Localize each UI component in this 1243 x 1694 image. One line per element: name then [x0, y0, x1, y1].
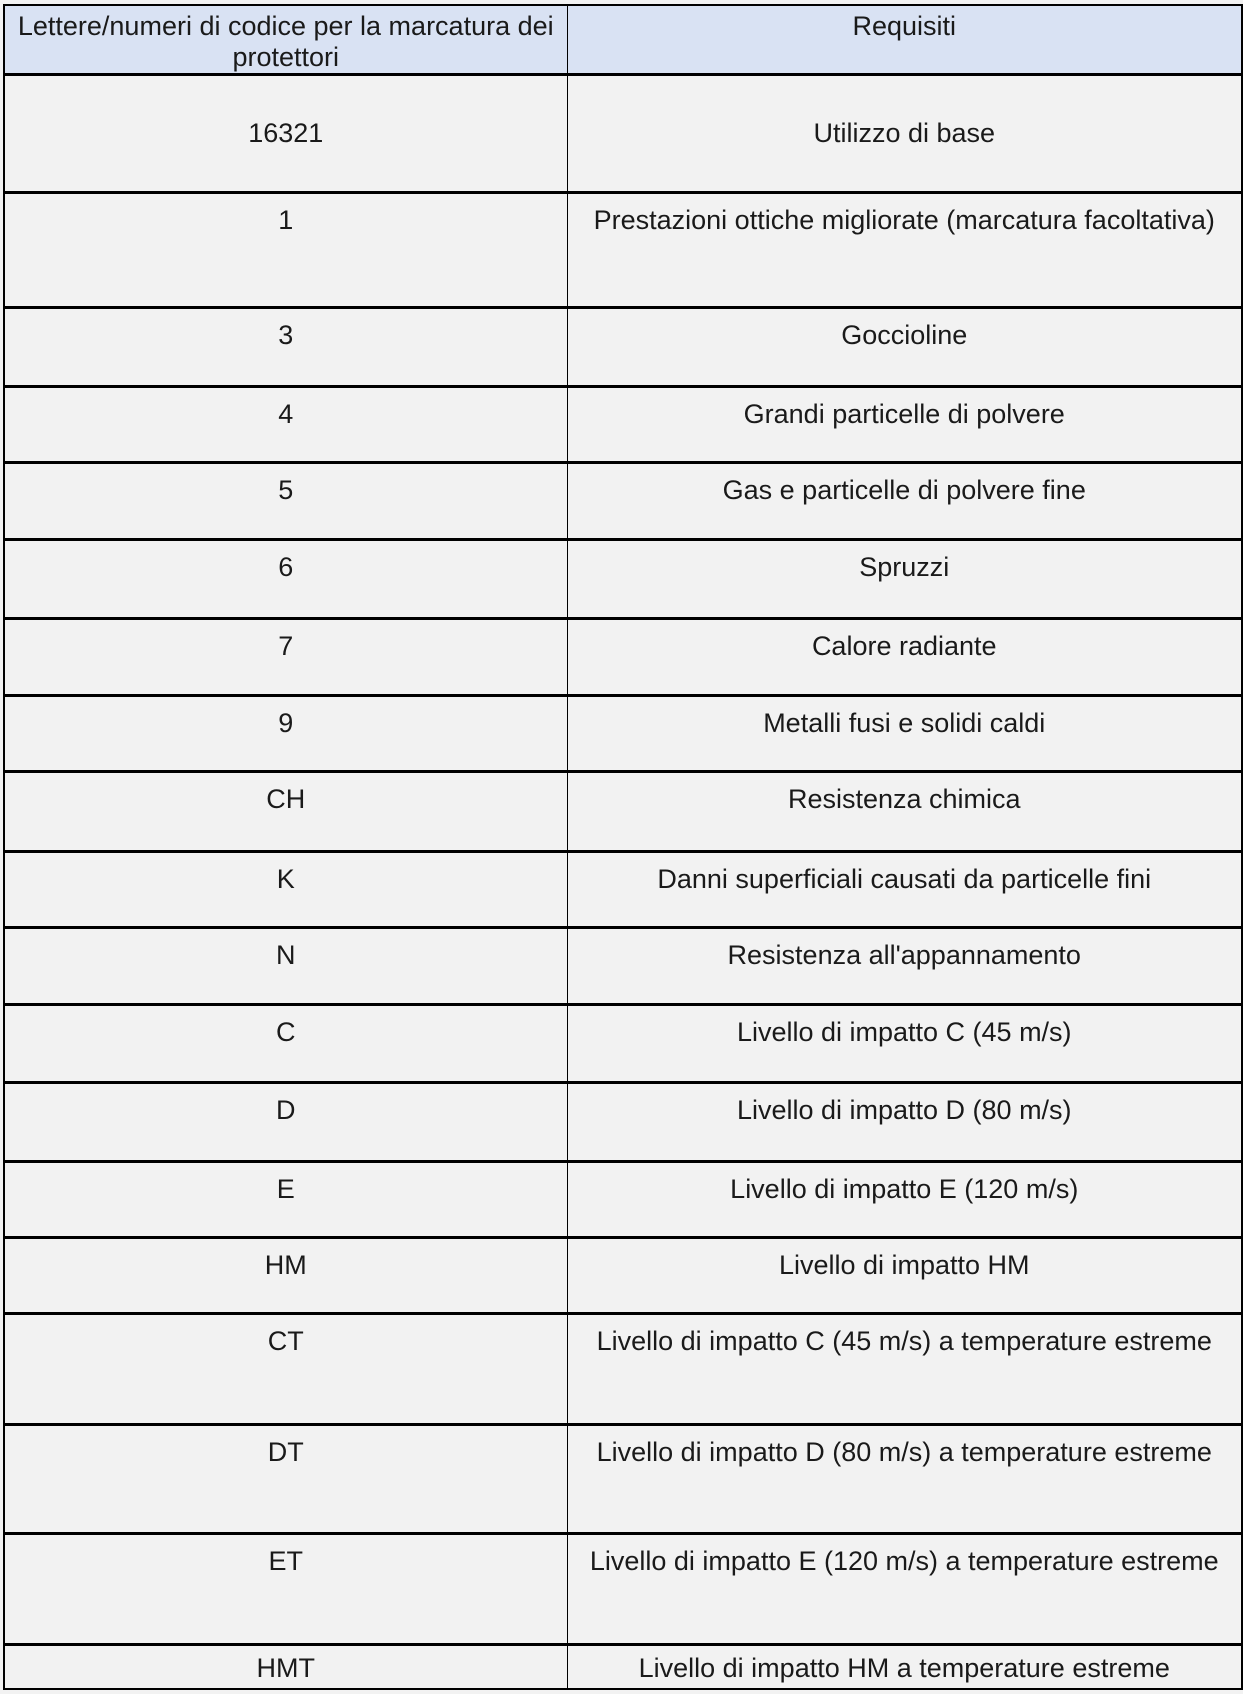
requirement-cell: Livello di impatto HM: [567, 1238, 1242, 1314]
table-row: [4, 852, 1242, 928]
code-cell: 1: [278, 205, 294, 235]
requirement-cell: Metalli fusi e solidi caldi: [567, 696, 1242, 772]
requirement-cell: Livello di impatto C (45 m/s) a temperature estreme: [567, 1314, 1242, 1425]
requirement-cell: Livello di impatto HM a temperature estreme: [567, 1645, 1242, 1689]
requirement-cell: Resistenza chimica: [567, 772, 1242, 852]
table-row: [4, 1645, 1242, 1689]
table-row: [4, 75, 1242, 193]
table-row: [4, 1314, 1242, 1425]
table-row: [4, 193, 1242, 308]
code-cell: 16321: [248, 118, 324, 148]
code-cell: 7: [278, 631, 294, 661]
code-cell: 4: [278, 399, 294, 429]
table-row: [4, 1083, 1242, 1162]
requirement-cell: Gas e particelle di polvere fine: [567, 463, 1242, 540]
table-row: [4, 619, 1242, 696]
code-cell: K: [276, 864, 295, 894]
code-cell: CT: [267, 1326, 304, 1356]
code-cell: C: [276, 1017, 296, 1047]
code-cell: 3: [278, 320, 294, 350]
code-cell: E: [276, 1174, 295, 1204]
header-row: [4, 5, 1242, 75]
code-cell: CH: [266, 784, 306, 814]
table-row: [4, 1162, 1242, 1238]
code-cell: HMT: [256, 1653, 315, 1683]
table-row: [4, 928, 1242, 1005]
table-row: [4, 1425, 1242, 1534]
requirement-cell: Livello di impatto C (45 m/s): [567, 1005, 1242, 1083]
code-cell: 9: [278, 708, 294, 738]
requirement-cell: Calore radiante: [567, 619, 1242, 696]
code-cell: N: [276, 940, 296, 970]
requirement-cell: Resistenza all'appannamento: [567, 928, 1242, 1005]
protector-marking-codes-table: [3, 4, 1243, 1690]
requirement-cell: Livello di impatto E (120 m/s) a temperature estreme: [567, 1534, 1242, 1645]
code-cell: 5: [278, 475, 294, 505]
requirement-cell: Prestazioni ottiche migliorate (marcatura facoltativa): [567, 193, 1242, 308]
table-row: [4, 463, 1242, 540]
requirement-cell: Grandi particelle di polvere: [567, 387, 1242, 463]
table-row: [4, 696, 1242, 772]
code-cell: ET: [268, 1546, 303, 1576]
table-row: [4, 1005, 1242, 1083]
requirement-cell: Utilizzo di base: [567, 75, 1242, 193]
header-requirements-column: Requisiti: [567, 5, 1242, 75]
header-code-column: Lettere/numeri di codice per la marcatura dei protettori: [17, 11, 554, 72]
code-cell: D: [276, 1095, 296, 1125]
table-row: [4, 772, 1242, 852]
requirement-cell: Livello di impatto D (80 m/s): [567, 1083, 1242, 1162]
table-row: [4, 308, 1242, 387]
table-row: [4, 387, 1242, 463]
requirement-cell: Livello di impatto D (80 m/s) a temperature estreme: [567, 1425, 1242, 1534]
requirement-cell: Livello di impatto E (120 m/s): [567, 1162, 1242, 1238]
code-cell: HM: [264, 1250, 307, 1280]
requirement-cell: Spruzzi: [567, 540, 1242, 619]
code-cell: 6: [278, 552, 294, 582]
table-row: [4, 1238, 1242, 1314]
code-cell: DT: [267, 1437, 304, 1467]
table-row: [4, 1534, 1242, 1645]
requirement-cell: Danni superficiali causati da particelle fini: [567, 852, 1242, 928]
table-row: [4, 540, 1242, 619]
table-body: [4, 75, 1242, 1689]
requirement-cell: Goccioline: [567, 308, 1242, 387]
